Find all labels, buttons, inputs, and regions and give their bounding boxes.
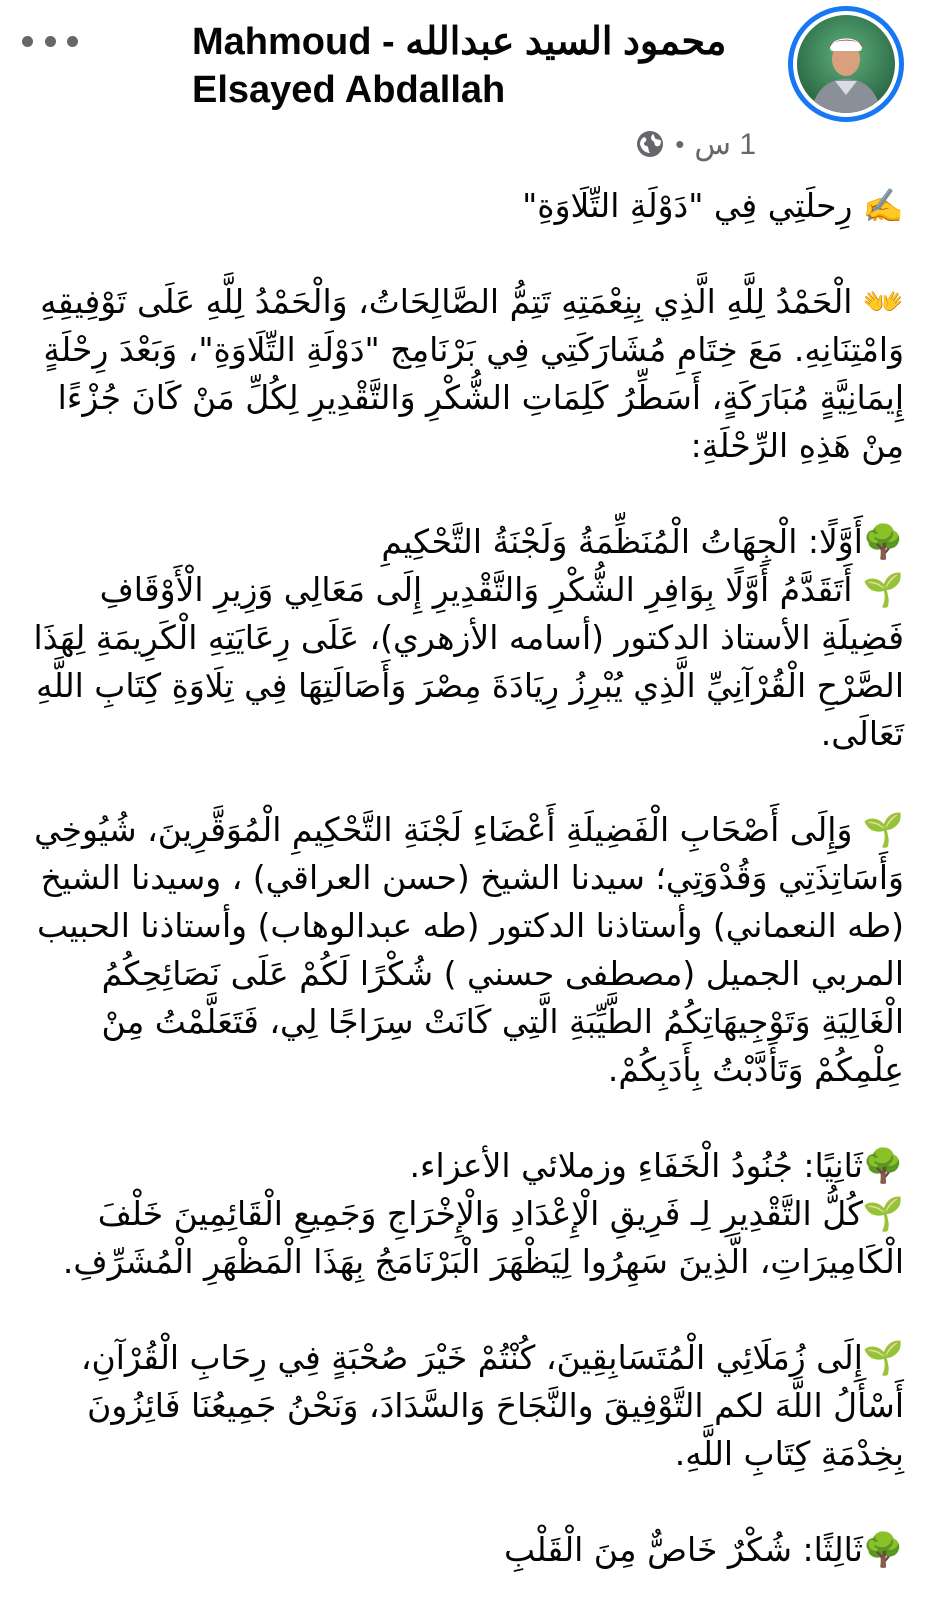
author-name[interactable]: Mahmoud - محمود السيد عبدالله Elsayed Abdallah	[192, 21, 727, 111]
paragraph-gap	[28, 470, 904, 518]
section2-heading: 🌳ثَانِيًا: جُنُودُ الْخَفَاءِ وزملائي الأعزاء.	[409, 1146, 904, 1185]
post-title: ✍️ رِحلَتِي فِي "دَوْلَةِ التِّلَاوَةِ"	[522, 186, 904, 225]
dot	[45, 36, 56, 47]
avatar[interactable]	[788, 6, 904, 122]
paragraph-gap	[28, 230, 904, 278]
section1-paragraph-2: 🌱 وَإِلَى أَصْحَابِ الْفَضِيلَةِ أَعْضَاءِ لَجْنَةِ التَّحْكِيمِ الْمُوَقَّرِينَ، شُيُوخِي وَأَسَاتِذَتِي وَقُدْوَتِي؛ سيدنا الشيخ (حسن العراقي) ، وسيدنا الشيخ (طه النعماني) وأستاذنا الدكتور (طه عبدالوهاب) وأستاذنا الحبيب المربي الجميل (مصطفى حسني ) شُكْرًا لَكُمْ عَلَى نَصَائِحِكُمُ الْغَالِيَةِ وَتَوْجِيهَاتِكُمُ الطَّيِّبَةِ الَّتِي كَانَتْ سِرَاجًا لِي، فَتَعَلَّمْتُ مِنْ عِلْمِكُمْ وَتَأَدَّبْتُ بِأَدَبِكُمْ.	[23, 810, 904, 1089]
meta-separator: •	[675, 128, 685, 159]
section2-paragraph-2: 🌱إِلَى زُمَلَائِي الْمُتَسَابِقِينَ، كُنْتُمْ خَيْرَ صُحْبَةٍ فِي رِحَابِ الْقُرْآنِ، أَسْأَلُ اللَّهَ لكم التَّوْفِيقَ والنَّجَاحَ وَالسَّدَادَ، وَنَحْنُ جَمِيعُنَا فَائِزُونَ بِخِدْمَةِ كِتَابِ اللَّهِ.	[70, 1338, 904, 1473]
post-time[interactable]: 1 س	[694, 127, 756, 161]
paragraph-gap	[28, 758, 904, 806]
post-body	[23, 182, 904, 1574]
post-header	[0, 0, 946, 175]
globe-icon[interactable]	[635, 129, 665, 159]
paragraph-gap	[28, 1094, 904, 1142]
post-intro: 👐 الْحَمْدُ لِلَّهِ الَّذِي بِنِعْمَتِهِ تَتِمُّ الصَّالِحَاتُ، وَالْحَمْدُ لِلَّهِ عَلَى تَوْفِيقِهِ وَامْتِنَانِهِ. مَعَ خِتَامِ مُشَارَكَتِي فِي بَرْنَامِج "دَوْلَةِ التِّلَاوَةِ"، وَبَعْدَ رِحْلَةٍ إِيمَانِيَّةٍ مُبَارَكَةٍ، أَسَطِّرُ كَلِمَاتِ الشُّكْرِ وَالتَّقْدِيرِ لِكُلِّ مَنْ كَانَ جُزْءًا مِنْ هَذِهِ الرِّحْلَةِ:	[29, 282, 904, 465]
avatar-image	[797, 15, 895, 113]
dot	[67, 36, 78, 47]
section3-heading-partial: 🌳ثَالِثًا: شُكْرٌ خَاصٌّ مِنَ الْقَلْبِ	[504, 1530, 904, 1569]
section2-paragraph-1: 🌱كُلُّ التَّقْدِيرِ لِـ فَرِيقِ الْإِعْدَادِ وَالْإِخْرَاجِ وَجَمِيعِ الْقَائِمِينَ خَلْفَ الْكَامِيرَاتِ، الَّذِينَ سَهِرُوا لِيَظْهَرَ الْبَرْنَامَجُ بِهَذَا الْمَظْهَرِ الْمُشَرِّفِ.	[62, 1194, 904, 1281]
section1-heading: 🌳أَوَّلًا: الْجِهَاتُ الْمُنَظِّمَةُ وَلَجْنَةُ التَّحْكِيمِ	[381, 522, 904, 561]
paragraph-gap	[28, 1286, 904, 1334]
post-meta	[635, 122, 756, 166]
dot	[22, 36, 33, 47]
paragraph-gap	[28, 1478, 904, 1526]
section1-paragraph-1: 🌱 أَتَقَدَّمُ أَوَّلًا بِوَافِرِ الشُّكْرِ وَالتَّقْدِيرِ إِلَى مَعَالِي وَزِيرِ الْأَوْقَافِ فَضِيلَةِ الأستاذ الدكتور (أسامه الأزهري)، عَلَى رِعَايَتِهِ الْكَرِيمَةِ لِهَذَا الصَّرْحِ الْقُرْآنِيِّ الَّذِي يُبْرِزُ رِيَادَةَ مِصْرَ وَأَصَالَتِهَا فِي تِلَاوَةِ كِتَابِ اللَّهِ تَعَالَى.	[23, 570, 904, 753]
more-dots-icon[interactable]	[22, 30, 78, 52]
